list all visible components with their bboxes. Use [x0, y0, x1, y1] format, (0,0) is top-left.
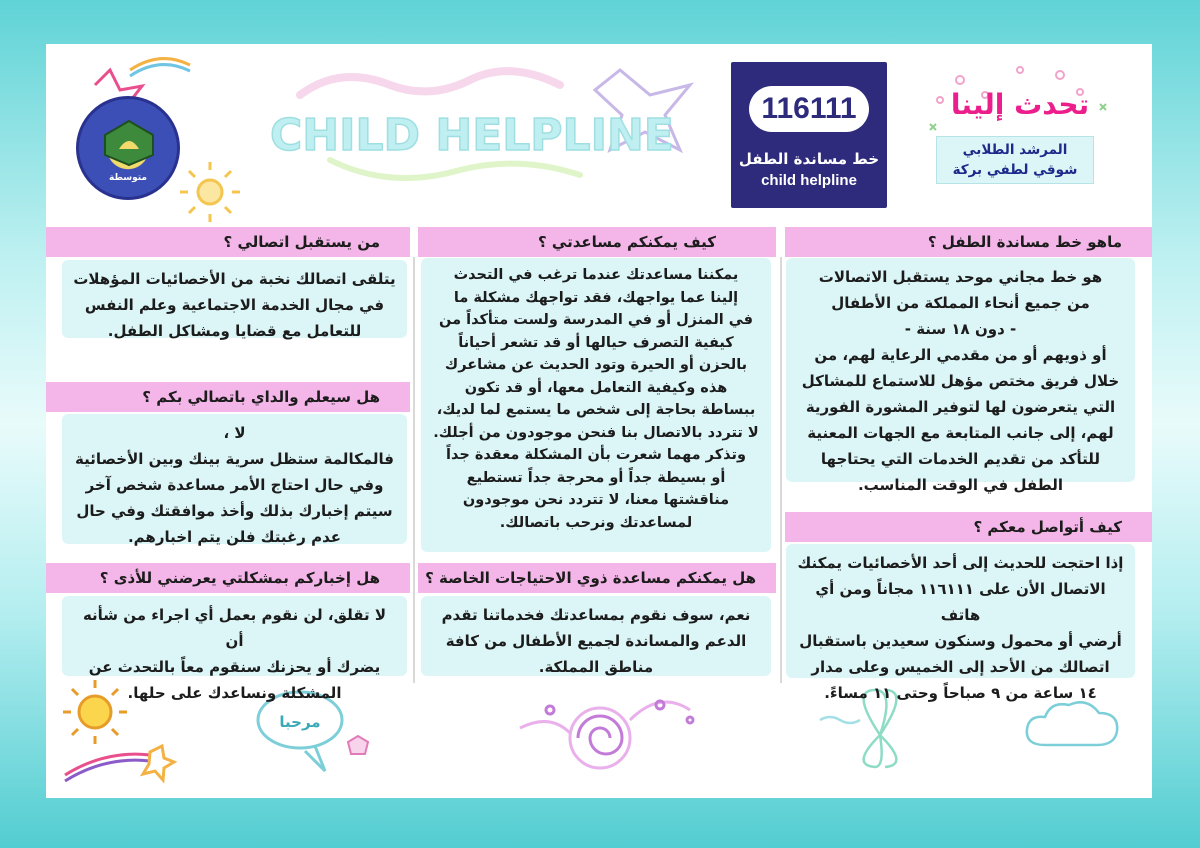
helpline-logo-arabic: خط مساندة الطفل: [738, 150, 880, 168]
answer-harm: [62, 596, 407, 702]
column-divider: [780, 257, 782, 683]
text-line: لا ،: [223, 424, 246, 442]
heading-what-is: ماهو خط مساندة الطفل ؟: [785, 227, 1152, 257]
cloud-sun-doodle: [1027, 702, 1117, 745]
text-line: فالمكالمة ستظل سرية بينك وبين الأخصائية: [75, 450, 394, 468]
text-line: - دون ١٨ سنة -: [904, 320, 1017, 338]
text-line: المشكلة ونساعدك على حلها.: [127, 684, 342, 702]
answer-what-is: [786, 258, 1135, 494]
text-line: وتذكر مهما شعرت بأن المشكلة معقدة جداً: [446, 447, 746, 463]
text-line: سيتم إخبارك بذلك وأخذ موافقتك وفي حال: [76, 502, 393, 520]
text-line: مناطق المملكة.: [538, 658, 654, 676]
text-line: هذه وكيفية التعامل معها، أو قد تكون: [464, 379, 728, 396]
text-line: لهم، إلى جانب المتابعة مع الجهات المعنية: [807, 424, 1114, 442]
text-line: من جميع أنحاء المملكة من الأطفال: [831, 294, 1090, 312]
swirl-flower-doodle: [520, 701, 693, 768]
text-line: خلال فريق مختص مؤهل للاستماع للمشاكل: [801, 372, 1120, 390]
counselor-box: [936, 136, 1094, 184]
answer-how-help: [421, 258, 771, 552]
helpline-logo: [731, 62, 887, 208]
answer-special-needs: [421, 596, 771, 676]
text-line: التي يتعرضون لها لتوفير المشورة الفورية: [805, 398, 1116, 416]
seal-emblem-icon: [101, 119, 157, 167]
answer-parents: [62, 414, 407, 544]
shooting-star-doodle: [65, 746, 174, 781]
text-line: يتلقى اتصالك نخبة من الأخصائيات المؤهلات: [73, 270, 396, 288]
sun-doodle: [180, 162, 240, 222]
text-line: في المنزل أو في المدرسة ولست متأكداً من: [439, 312, 753, 328]
helpline-logo-english: child helpline: [761, 172, 857, 189]
text-line: أو بسيطة جداً أو محرجة جداً تستطيع: [466, 469, 726, 486]
heading-who-receives: من يستقبل اتصالي ؟: [46, 227, 410, 257]
text-line: وفي حال احتاج الأمر مساعدة شخص آخر: [85, 476, 384, 494]
heading-contact: كيف أتواصل معكم ؟: [785, 512, 1152, 542]
gem-doodle: [348, 736, 368, 754]
text-line: إلينا عما يواجهك، فقد تواجهك مشكلة ما: [453, 289, 739, 306]
text-line: لا تتردد بالاتصال بنا فنحن موجودون من أجلك.: [433, 424, 759, 441]
text-line: الدعم والمساندة لجميع الأطفال من كافة: [445, 632, 747, 650]
page-title: تحدث إلينا: [950, 88, 1090, 121]
child-helpline-banner-doodle: [270, 71, 674, 178]
helpline-number: 116111: [749, 86, 869, 132]
answer-who-receives: [62, 260, 407, 338]
text-line: لا تقلق، لن نقوم بعمل أي اجراء من شأنه أن: [82, 606, 387, 650]
text-line: كيفية التصرف حيالها أو قد تشعر أحياناً: [458, 334, 734, 351]
text-line: اتصالك من الأحد إلى الخميس وعلى مدار: [811, 658, 1110, 676]
heading-special-needs: هل يمكنكم مساعدة ذوي الاحتياجات الخاصة ؟: [418, 563, 776, 593]
text-line: لمساعدتك ونرحب باتصالك.: [499, 514, 693, 531]
text-line: للتأكد من تقديم الخدمات التي يحتاجها: [820, 450, 1101, 468]
text-line: هو خط مجاني موحد يستقبل الاتصالات: [818, 268, 1103, 286]
text-line: عدم رغبتك فلن يتم اخبارهم.: [127, 528, 342, 546]
text-line: إذا احتجت للحديث إلى أحد الأخصائيات يمكنك: [797, 554, 1124, 572]
counselor-name: شوقي لطفي بركة: [952, 162, 1078, 178]
speech-bubble-text: مرحبا: [279, 713, 321, 731]
column-divider: [413, 257, 415, 683]
text-line: الطفل في الوقت المناسب.: [857, 476, 1064, 494]
text-line: ببساطة بحاجة إلى شخص ما يستمع لما لديك،: [436, 402, 756, 418]
counselor-role: المرشد الطلابي: [962, 142, 1068, 158]
text-line: ١٤ ساعة من ٩ صباحاً وحتى ١١ مساءً.: [824, 684, 1097, 702]
banner-english-text: CHILD HELPLINE: [270, 110, 674, 161]
text-line: أو ذويهم أو من مقدمي الرعاية لهم، من: [814, 346, 1107, 364]
text-line: نعم، سوف نقوم بمساعدتك فخدماتنا تقدم: [441, 606, 751, 624]
text-line: يمكننا مساعدتك عندما ترغب في التحدث: [453, 267, 739, 283]
answer-contact: [786, 544, 1135, 702]
school-seal: [76, 96, 180, 200]
text-line: في مجال الخدمة الاجتماعية وعلم النفس: [84, 296, 385, 314]
text-line: الاتصال الأن على ١١٦١١١ مجاناً ومن أي هاتف: [815, 580, 1106, 624]
text-line: بالحزن أو الحيرة وتود الحديث عن مشاعرك: [444, 357, 748, 373]
text-line: مناقشتها معنا، لا تتردد نحن موجودون: [462, 492, 730, 508]
text-line: أرضي أو محمول وسنكون سعيدين باستقبال: [799, 632, 1122, 650]
heading-how-help: كيف يمكنكم مساعدتي ؟: [418, 227, 776, 257]
text-line: للتعامل مع قضايا ومشاكل الطفل.: [107, 322, 362, 340]
heading-harm: هل إخباركم بمشكلتي يعرضني للأذى ؟: [46, 563, 410, 593]
text-line: يضرك أو يحزنك سنقوم معاً بالتحدث عن: [88, 658, 381, 676]
seal-text: متوسطة: [109, 173, 147, 183]
heading-parents: هل سيعلم والداي باتصالي بكم ؟: [46, 382, 410, 412]
